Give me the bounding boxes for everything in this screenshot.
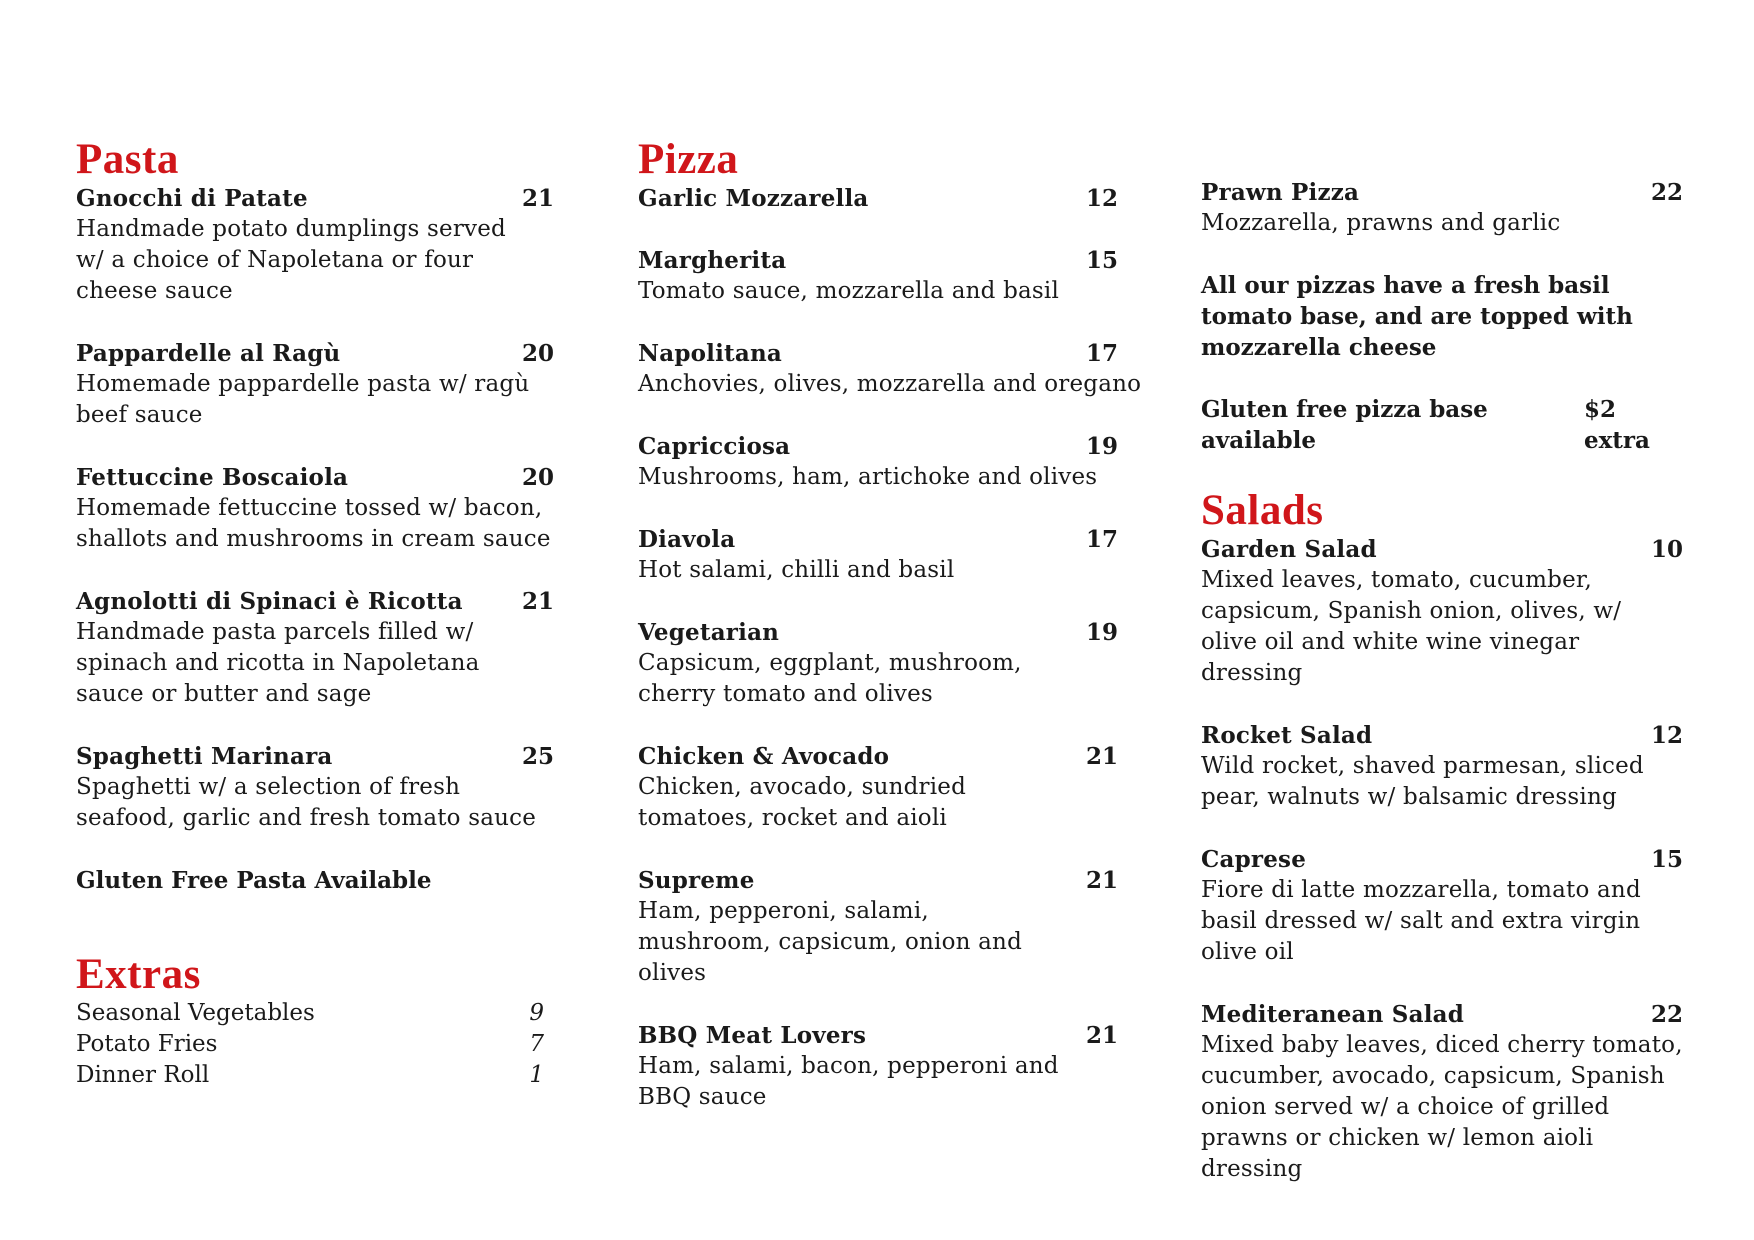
extra-name: Seasonal Vegetables bbox=[76, 1000, 315, 1026]
item-price: 20 bbox=[521, 340, 554, 367]
menu-item bbox=[76, 741, 554, 834]
item-price: 10 bbox=[1650, 536, 1683, 563]
item-name: Garden Salad bbox=[1201, 536, 1377, 563]
item-price: 12 bbox=[1650, 722, 1683, 749]
item-description: Mozzarella, prawns and garlic bbox=[1201, 210, 1561, 236]
extra-price: 9 bbox=[529, 1000, 544, 1026]
pizza-column bbox=[638, 136, 1142, 1144]
pasta-column bbox=[76, 137, 554, 1091]
menu-item bbox=[638, 741, 1118, 834]
gluten-free-pizza-label: Gluten free pizza base available bbox=[1201, 396, 1488, 454]
menu-item bbox=[1201, 999, 1683, 1185]
menu-item bbox=[638, 1020, 1118, 1113]
pasta-title: Pasta bbox=[76, 136, 179, 183]
gluten-free-pasta-note: Gluten Free Pasta Available bbox=[76, 867, 432, 894]
item-description: Ham, pepperoni, salami, mushroom, capsicum, onion and olives bbox=[638, 898, 1022, 986]
item-price: 21 bbox=[1085, 867, 1118, 894]
pizza-base-note: All our pizzas have a fresh basil tomato base, and are topped with mozzarella cheese bbox=[1201, 272, 1633, 361]
item-name: Garlic Mozzarella bbox=[638, 185, 869, 212]
menu-item bbox=[76, 586, 554, 710]
item-description: Homemade fettuccine tossed w/ bacon, shallots and mushrooms in cream sauce bbox=[76, 495, 551, 552]
menu-item bbox=[638, 865, 1118, 989]
item-price: 17 bbox=[1085, 340, 1118, 367]
item-name: Margherita bbox=[638, 247, 787, 274]
item-price: 15 bbox=[1650, 846, 1683, 873]
item-description: Chicken, avocado, sundried tomatoes, rocket and aioli bbox=[638, 774, 967, 831]
item-description: Ham, salami, bacon, pepperoni and BBQ sauce bbox=[638, 1053, 1059, 1110]
item-name: Napolitana bbox=[638, 340, 782, 367]
item-name: Capricciosa bbox=[638, 433, 791, 460]
item-description: Wild rocket, shaved parmesan, sliced pear, walnuts w/ balsamic dressing bbox=[1201, 753, 1644, 810]
item-price: 19 bbox=[1085, 433, 1118, 460]
item-name: Diavola bbox=[638, 526, 736, 553]
item-price: 21 bbox=[1085, 1022, 1118, 1049]
item-name: Prawn Pizza bbox=[1201, 179, 1360, 206]
item-price: 21 bbox=[521, 588, 554, 615]
item-price: 17 bbox=[1085, 526, 1118, 553]
item-name: Mediteranean Salad bbox=[1201, 1001, 1465, 1028]
extra-name: Dinner Roll bbox=[76, 1062, 210, 1088]
extra-item bbox=[76, 998, 544, 1029]
menu-item bbox=[1201, 177, 1683, 239]
extra-price: 1 bbox=[529, 1062, 544, 1088]
item-description: Handmade pasta parcels filled w/ spinach and ricotta in Napoletana sauce or butter and sage bbox=[76, 619, 480, 707]
item-price: 20 bbox=[521, 464, 554, 491]
menu-item bbox=[1201, 720, 1683, 813]
item-price: 21 bbox=[521, 185, 554, 212]
item-description: Mushrooms, ham, artichoke and olives bbox=[638, 464, 1098, 490]
item-description: Capsicum, eggplant, mushroom, cherry tomato and olives bbox=[638, 650, 1022, 707]
menu-item bbox=[638, 524, 1118, 586]
item-name: Agnolotti di Spinaci è Ricotta bbox=[76, 588, 463, 615]
extra-name: Potato Fries bbox=[76, 1031, 218, 1057]
menu-item bbox=[638, 431, 1118, 493]
item-price: 21 bbox=[1085, 743, 1118, 770]
item-description: Mixed baby leaves, diced cherry tomato, cucumber, avocado, capsicum, Spanish onion served w/ a choice of grilled prawns or chicken w/ lemon aioli dressing bbox=[1201, 1032, 1683, 1182]
item-name: BBQ Meat Lovers bbox=[638, 1022, 867, 1049]
item-description: Spaghetti w/ a selection of fresh seafood, garlic and fresh tomato sauce bbox=[76, 774, 537, 831]
gluten-free-pizza-note bbox=[1201, 394, 1683, 456]
item-price: 19 bbox=[1085, 619, 1118, 646]
item-description: Homemade pappardelle pasta w/ ragù beef sauce bbox=[76, 371, 530, 428]
menu-item bbox=[638, 617, 1118, 710]
salads-title: Salads bbox=[1201, 487, 1324, 534]
extra-item bbox=[76, 1060, 544, 1091]
item-price: 12 bbox=[1085, 185, 1118, 212]
menu-item bbox=[76, 462, 554, 555]
item-name: Vegetarian bbox=[638, 619, 780, 646]
item-description: Tomato sauce, mozzarella and basil bbox=[638, 278, 1060, 304]
extras-title: Extras bbox=[76, 951, 201, 998]
pizza-title: Pizza bbox=[638, 136, 739, 183]
item-price: 22 bbox=[1650, 1001, 1683, 1028]
item-name: Fettuccine Boscaiola bbox=[76, 464, 349, 491]
item-description: Hot salami, chilli and basil bbox=[638, 557, 955, 583]
item-price: 22 bbox=[1650, 179, 1683, 206]
item-name: Caprese bbox=[1201, 846, 1307, 873]
menu-item bbox=[1201, 534, 1683, 689]
extra-item bbox=[76, 1029, 544, 1060]
menu-item bbox=[638, 338, 1142, 400]
item-price: 25 bbox=[521, 743, 554, 770]
menu-item bbox=[76, 183, 554, 307]
item-description: Handmade potato dumplings served w/ a choice of Napoletana or four cheese sauce bbox=[76, 216, 506, 304]
menu-item bbox=[638, 245, 1118, 307]
pizza-salads-column bbox=[1201, 177, 1683, 1216]
item-name: Supreme bbox=[638, 867, 755, 894]
item-name: Pappardelle al Ragù bbox=[76, 340, 341, 367]
extra-price: 7 bbox=[529, 1031, 544, 1057]
menu-item bbox=[1201, 844, 1683, 968]
item-name: Rocket Salad bbox=[1201, 722, 1373, 749]
item-price: 15 bbox=[1085, 247, 1118, 274]
item-name: Chicken & Avocado bbox=[638, 743, 890, 770]
item-description: Anchovies, olives, mozzarella and oregano bbox=[638, 371, 1142, 397]
item-name: Spaghetti Marinara bbox=[76, 743, 333, 770]
menu-item bbox=[638, 183, 1118, 214]
menu-item bbox=[76, 338, 554, 431]
item-description: Mixed leaves, tomato, cucumber, capsicum, Spanish onion, olives, w/ olive oil and white wine vinegar dressing bbox=[1201, 567, 1622, 686]
item-name: Gnocchi di Patate bbox=[76, 185, 308, 212]
item-description: Fiore di latte mozzarella, tomato and basil dressed w/ salt and extra virgin olive oil bbox=[1201, 877, 1641, 965]
gluten-free-pizza-price: $2 extra bbox=[1583, 396, 1650, 454]
